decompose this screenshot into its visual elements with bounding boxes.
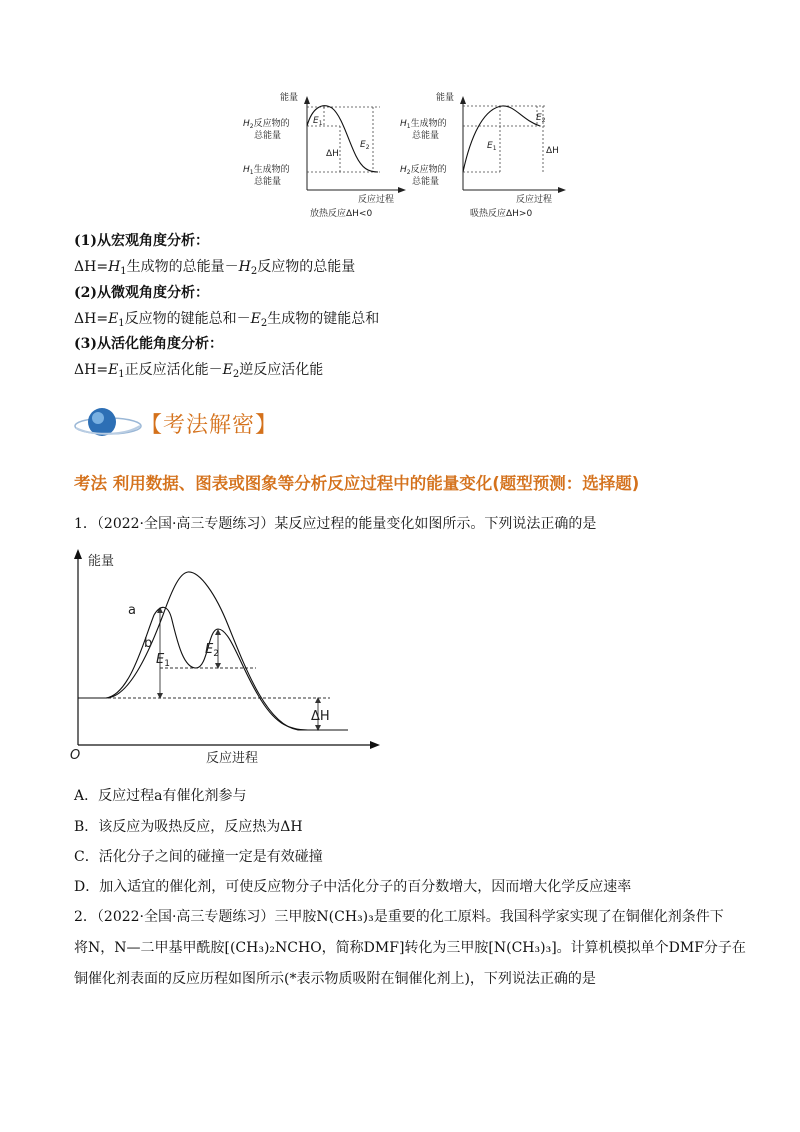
q1-energy-chart <box>68 545 388 770</box>
left-caption: 放热反应ΔH<0 <box>310 209 373 219</box>
left-product-label-2: 总能量 <box>254 177 282 187</box>
activation-formula: $\Delta H=E_1$正反应活化能$-E_2$逆反应活化能 <box>74 362 324 380</box>
q1-dh-label: ΔH <box>311 709 330 724</box>
right-e1: $E_1$ <box>487 141 497 152</box>
globe-icon <box>72 402 144 442</box>
right-reactant-label: $H_2$反应物的 <box>400 165 447 176</box>
q1-option-d: D．加入适宜的催化剂，可使反应物分子中活化分子的百分数增大，因而增大化学反应速率 <box>74 879 632 895</box>
right-dh: ΔH <box>546 146 559 156</box>
q1-option-a: A．反应过程a有催化剂参与 <box>74 788 247 804</box>
q1-curve-b-label: b <box>144 636 153 651</box>
q1-curve-b <box>78 607 308 730</box>
right-x-label: 反应过程 <box>516 195 553 205</box>
left-product-label: $H_1$生成物的 <box>243 165 290 176</box>
micro-title: (2)从微观角度分析： <box>74 285 209 301</box>
right-product-label: $H_1$生成物的 <box>400 119 447 130</box>
q2-line-3: 铜催化剂表面的反应历程如图所示(*表示物质吸附在铜催化剂上)，下列说法正确的是 <box>74 971 596 987</box>
left-reactant-label-2: 总能量 <box>254 131 282 141</box>
micro-formula: $\Delta H=E_1$反应物的键能总和$-E_2$生成物的键能总和 <box>74 311 380 329</box>
left-x-label: 反应过程 <box>358 195 395 205</box>
left-x-arrow <box>398 187 406 193</box>
left-y-label: 能量 <box>280 93 299 103</box>
right-product-label-2: 总能量 <box>412 131 440 141</box>
endothermic-curve <box>463 106 540 172</box>
q1-stem: 1．（2022·全国·高三专题练习）某反应过程的能量变化如图所示。下列说法正确的是 <box>74 516 597 532</box>
q1-curve-a-label: a <box>128 603 136 618</box>
q2-line-2: 将N，N—二甲基甲酰胺[(CH₃)₂NCHO，简称DMF]转化为三甲胺[N(CH₃)₃]。计算机模拟单个DMF分子在 <box>74 940 746 956</box>
right-caption: 吸热反应ΔH>0 <box>470 209 533 219</box>
q1-x-label: 反应进程 <box>206 751 259 766</box>
macro-title: (1)从宏观角度分析： <box>74 233 209 249</box>
left-e1: $E_1$ <box>313 116 323 127</box>
left-reactant-label: $H_2$反应物的 <box>243 119 290 130</box>
right-y-arrow <box>460 96 466 104</box>
banner-title: 【考法解密】 <box>140 413 279 438</box>
method-heading: 考法 利用数据、图表或图象等分析反应过程中的能量变化(题型预测：选择题) <box>74 474 640 493</box>
right-e2: $E_2$ <box>536 113 546 124</box>
left-dh: ΔH <box>326 149 339 159</box>
right-y-label: 能量 <box>436 93 455 103</box>
q1-option-c: C．活化分子之间的碰撞一定是有效碰撞 <box>74 849 323 865</box>
endothermic-diagram <box>400 91 566 219</box>
q1-e1-label: $E_1$ <box>156 652 170 669</box>
top-energy-diagrams <box>240 90 580 225</box>
exothermic-diagram <box>243 91 406 219</box>
q2-line-1: 2．（2022·全国·高三专题练习）三甲胺N(CH₃)₃是重要的化工原料。我国科学家实现了在铜催化剂条件下 <box>74 909 724 925</box>
q1-option-b: B．该反应为吸热反应，反应热为ΔH <box>74 819 303 835</box>
q1-e2-label: $E_2$ <box>205 642 219 659</box>
q1-origin-label: O <box>70 748 81 763</box>
q1-y-label: 能量 <box>88 554 115 569</box>
left-e2: $E_2$ <box>360 140 370 151</box>
q1-x-arrow <box>370 741 380 749</box>
right-reactant-label-2: 总能量 <box>412 177 440 187</box>
left-y-arrow <box>304 96 310 104</box>
right-x-arrow <box>558 187 566 193</box>
macro-formula: $\Delta H=H_1$生成物的总能量$-H_2$反应物的总能量 <box>74 259 356 277</box>
q1-y-arrow <box>74 549 82 559</box>
activation-title: (3)从活化能角度分析： <box>74 336 223 352</box>
